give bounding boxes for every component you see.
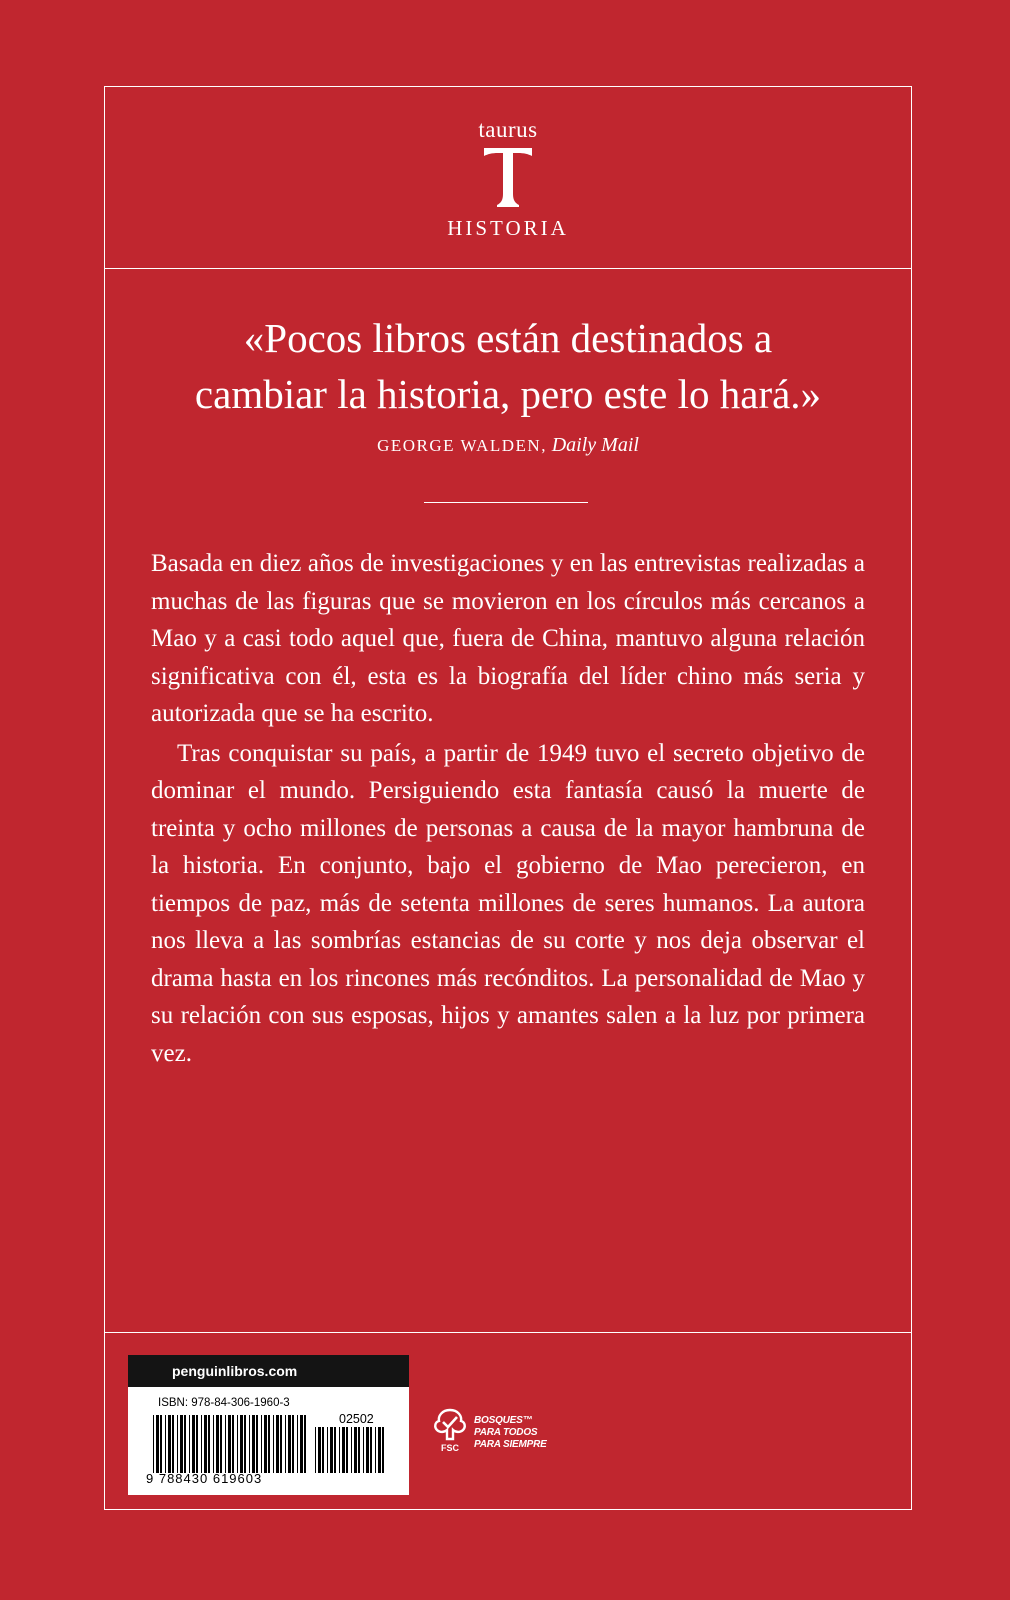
imprint-name: HISTORIA (447, 216, 569, 240)
footer-divider (104, 1332, 912, 1333)
blurb (151, 545, 865, 1072)
quote-source: Daily Mail (551, 434, 639, 456)
price-code: 02502 (339, 1412, 374, 1426)
quote-author: GEORGE WALDEN, (377, 436, 547, 455)
fsc-line-1: BOSQUES™ (474, 1415, 533, 1426)
taurus-t-icon (482, 146, 534, 208)
fsc-label: FSC (441, 1443, 459, 1453)
ean-digits: 9 788430 619603 (146, 1471, 263, 1486)
quote-attribution (104, 434, 912, 457)
pull-quote (104, 310, 912, 422)
addon-barcode-icon (314, 1427, 386, 1473)
publisher-url: penguinlibros.com (128, 1355, 409, 1387)
blurb-paragraph-2: Tras conquistar su país, a partir de 1949 tuvo el secreto objetivo de dominar el mundo. Persiguiendo esta fantasía causó la muerte de treinta y ocho millones de personas a causa de la mayor hambruna de la historia. En conjunto, bajo el gobierno de Mao perecieron, en tiempos de paz, más de setenta millones de seres humanos. La autora nos lleva a las sombrías estancias de su corte y nos deja observar el drama hasta en los rincones más recónditos. La personalidad de Mao y su relación con sus esposas, hijos y amantes salen a la luz por primera vez. (151, 739, 865, 1067)
fsc-line-3: PARA SIEMPRE (474, 1439, 547, 1450)
quote-divider (424, 502, 588, 503)
tree-check-icon (432, 1408, 468, 1442)
fsc-logo (432, 1408, 547, 1453)
barcode-label (128, 1355, 409, 1495)
fsc-mark (432, 1408, 468, 1453)
ean-barcode-icon (152, 1415, 308, 1473)
publisher-logo (104, 118, 912, 240)
fsc-tagline (474, 1415, 547, 1453)
blurb-paragraph-1: Basada en diez años de investigaciones y en las entrevistas realizadas a muchas de las figuras que se movieron en los círculos más cercanos a Mao y a casi todo aquel que, fuera de China, mantuvo alguna relación significativa con él, esta es la biografía del líder chino más seria y autorizada que se ha escrito. (151, 550, 865, 727)
quote-line-2: cambiar la historia, pero este lo hará.» (194, 371, 822, 417)
quote-line-1: «Pocos libros están destinados a (243, 315, 773, 361)
header-divider (104, 268, 912, 269)
fsc-line-2: PARA TODOS (474, 1427, 538, 1438)
brand-name: taurus (478, 117, 538, 142)
isbn-text: ISBN: 978-84-306-1960-3 (158, 1397, 290, 1409)
